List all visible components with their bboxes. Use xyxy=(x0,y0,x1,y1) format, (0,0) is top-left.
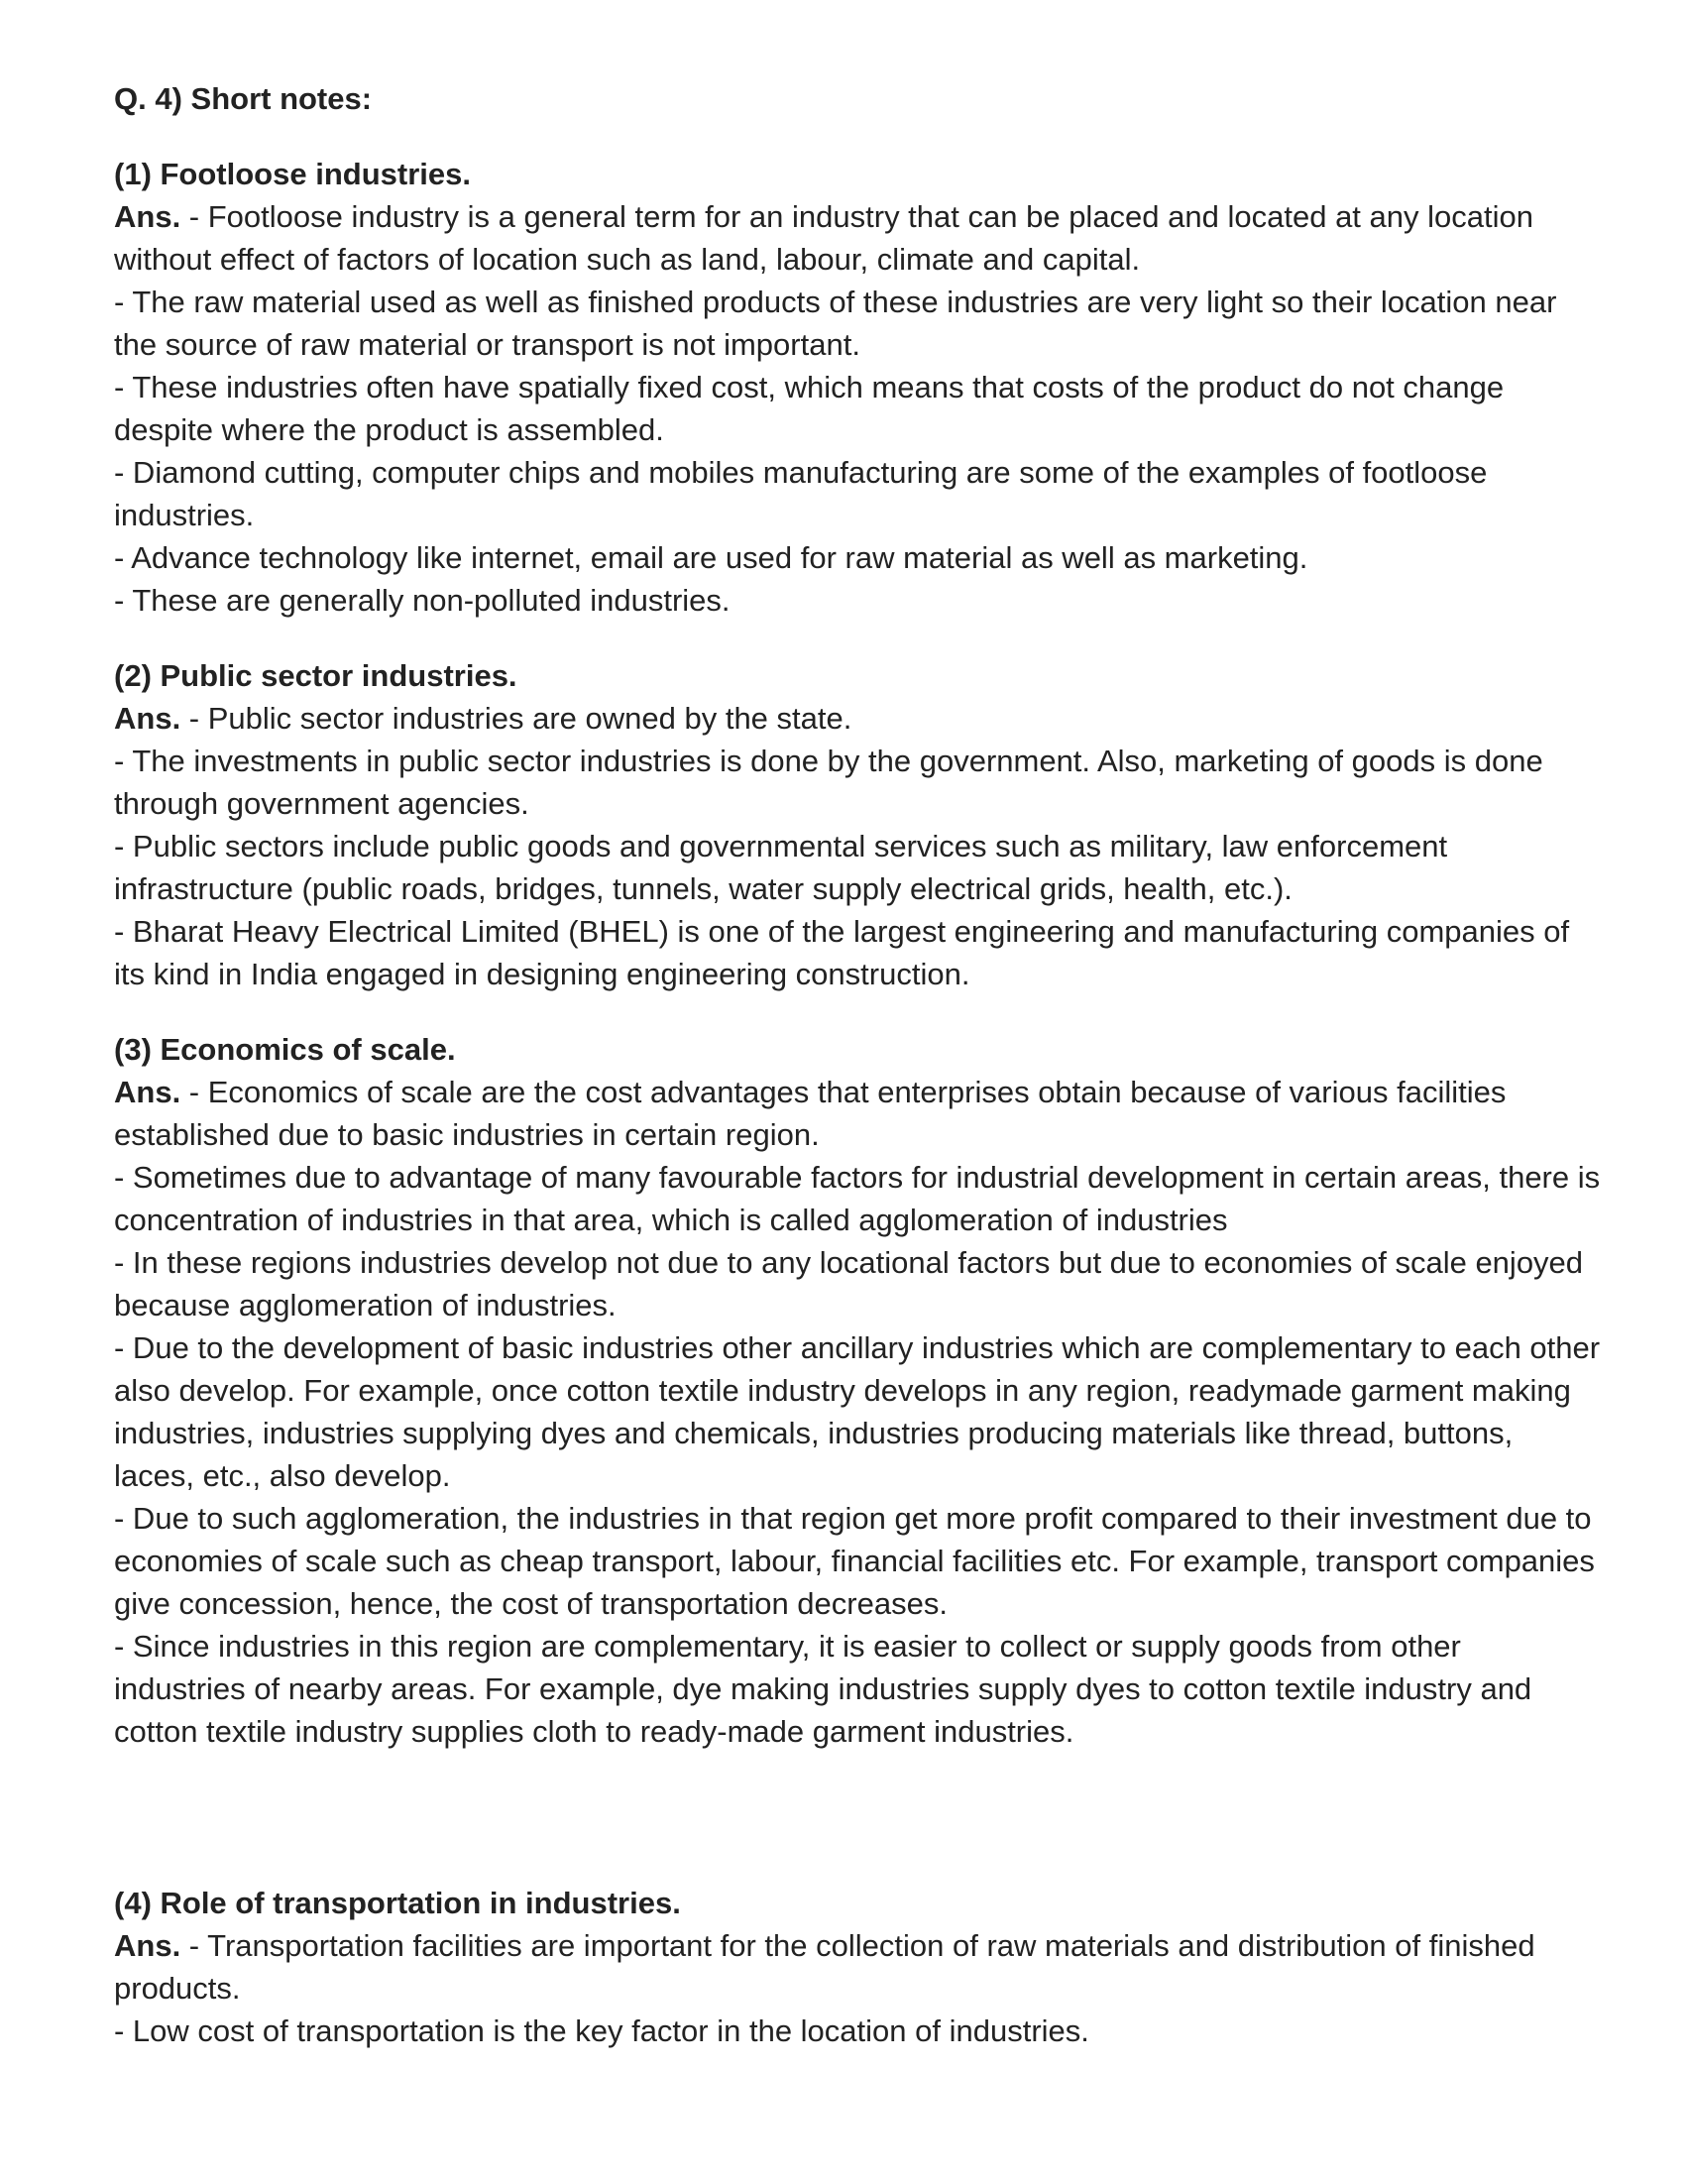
section-public-sector-industries xyxy=(114,654,1601,995)
answer-point: - Due to such agglomeration, the industries in that region get more profit compared to their investment due to economies of scale such as cheap transport, labour, financial facilities etc. For example, transport companies give concession, hence, the cost of transportation decreases. xyxy=(114,1501,1595,1621)
answer-text: - Public sector industries are owned by the state. xyxy=(180,701,852,736)
section-role-of-transportation xyxy=(114,1882,1601,2052)
ans-label: Ans. xyxy=(114,1928,181,1963)
answer-point: - These industries often have spatially fixed cost, which means that costs of the product do not change despite where the product is assembled. xyxy=(114,370,1505,447)
answer-point: - Low cost of transportation is the key factor in the location of industries. xyxy=(114,2013,1089,2048)
section-heading: (4) Role of transportation in industries. xyxy=(114,1886,681,1920)
answer-point: - These are generally non-polluted industries. xyxy=(114,583,731,618)
answer-first-line xyxy=(114,1924,1601,2010)
section-heading: (2) Public sector industries. xyxy=(114,658,517,693)
question-title: Q. 4) Short notes: xyxy=(114,81,373,116)
ans-label: Ans. xyxy=(114,199,181,234)
answer-point: - In these regions industries develop not due to any locational factors but due to economies of scale enjoyed because agglomeration of industries. xyxy=(114,1245,1584,1322)
answer-first-line xyxy=(114,195,1601,281)
answer-point: - Diamond cutting, computer chips and mobiles manufacturing are some of the examples of footloose industries. xyxy=(114,455,1488,532)
answer-text: - Economics of scale are the cost advantages that enterprises obtain because of various facilities established due to basic industries in certain region. xyxy=(114,1075,1507,1152)
answer-point: - Advance technology like internet, email are used for raw material as well as marketing. xyxy=(114,540,1308,575)
answer-text: - Footloose industry is a general term for an industry that can be placed and located at any location without effect of factors of location such as land, labour, climate and capital. xyxy=(114,199,1533,277)
answer-point: - Sometimes due to advantage of many favourable factors for industrial development in certain areas, there is concentration of industries in that area, which is called agglomeration of industries xyxy=(114,1160,1601,1237)
answer-first-line xyxy=(114,1071,1601,1156)
answer-first-line xyxy=(114,697,1601,740)
section-heading: (3) Economics of scale. xyxy=(114,1032,456,1067)
section-economics-of-scale xyxy=(114,1028,1601,1753)
ans-label: Ans. xyxy=(114,701,181,736)
answer-point: - Bharat Heavy Electrical Limited (BHEL) is one of the largest engineering and manufacturing companies of its kind in India engaged in designing engineering construction. xyxy=(114,914,1570,991)
answer-point: - The investments in public sector industries is done by the government. Also, marketing of goods is done through government agencies. xyxy=(114,744,1543,821)
answer-text: - Transportation facilities are important for the collection of raw materials and distribution of finished products. xyxy=(114,1928,1535,2006)
document-page xyxy=(114,77,1601,2085)
ans-label: Ans. xyxy=(114,1075,181,1109)
answer-point: - Since industries in this region are complementary, it is easier to collect or supply goods from other industries of nearby areas. For example, dye making industries supply dyes to cotton textile industry and cotton textile industry supplies cloth to ready-made garment industries. xyxy=(114,1629,1532,1749)
section-footloose-industries xyxy=(114,153,1601,622)
section-heading: (1) Footloose industries. xyxy=(114,157,471,191)
answer-point: - The raw material used as well as finished products of these industries are very light so their location near the source of raw material or transport is not important. xyxy=(114,285,1557,362)
answer-point: - Public sectors include public goods and governmental services such as military, law enforcement infrastructure (public roads, bridges, tunnels, water supply electrical grids, health, etc.). xyxy=(114,829,1448,906)
answer-point: - Due to the development of basic industries other ancillary industries which are complementary to each other also develop. For example, once cotton textile industry develops in any region, readymade garment making industries, industries supplying dyes and chemicals, industries producing materials like thread, buttons, laces, etc., also develop. xyxy=(114,1330,1601,1493)
